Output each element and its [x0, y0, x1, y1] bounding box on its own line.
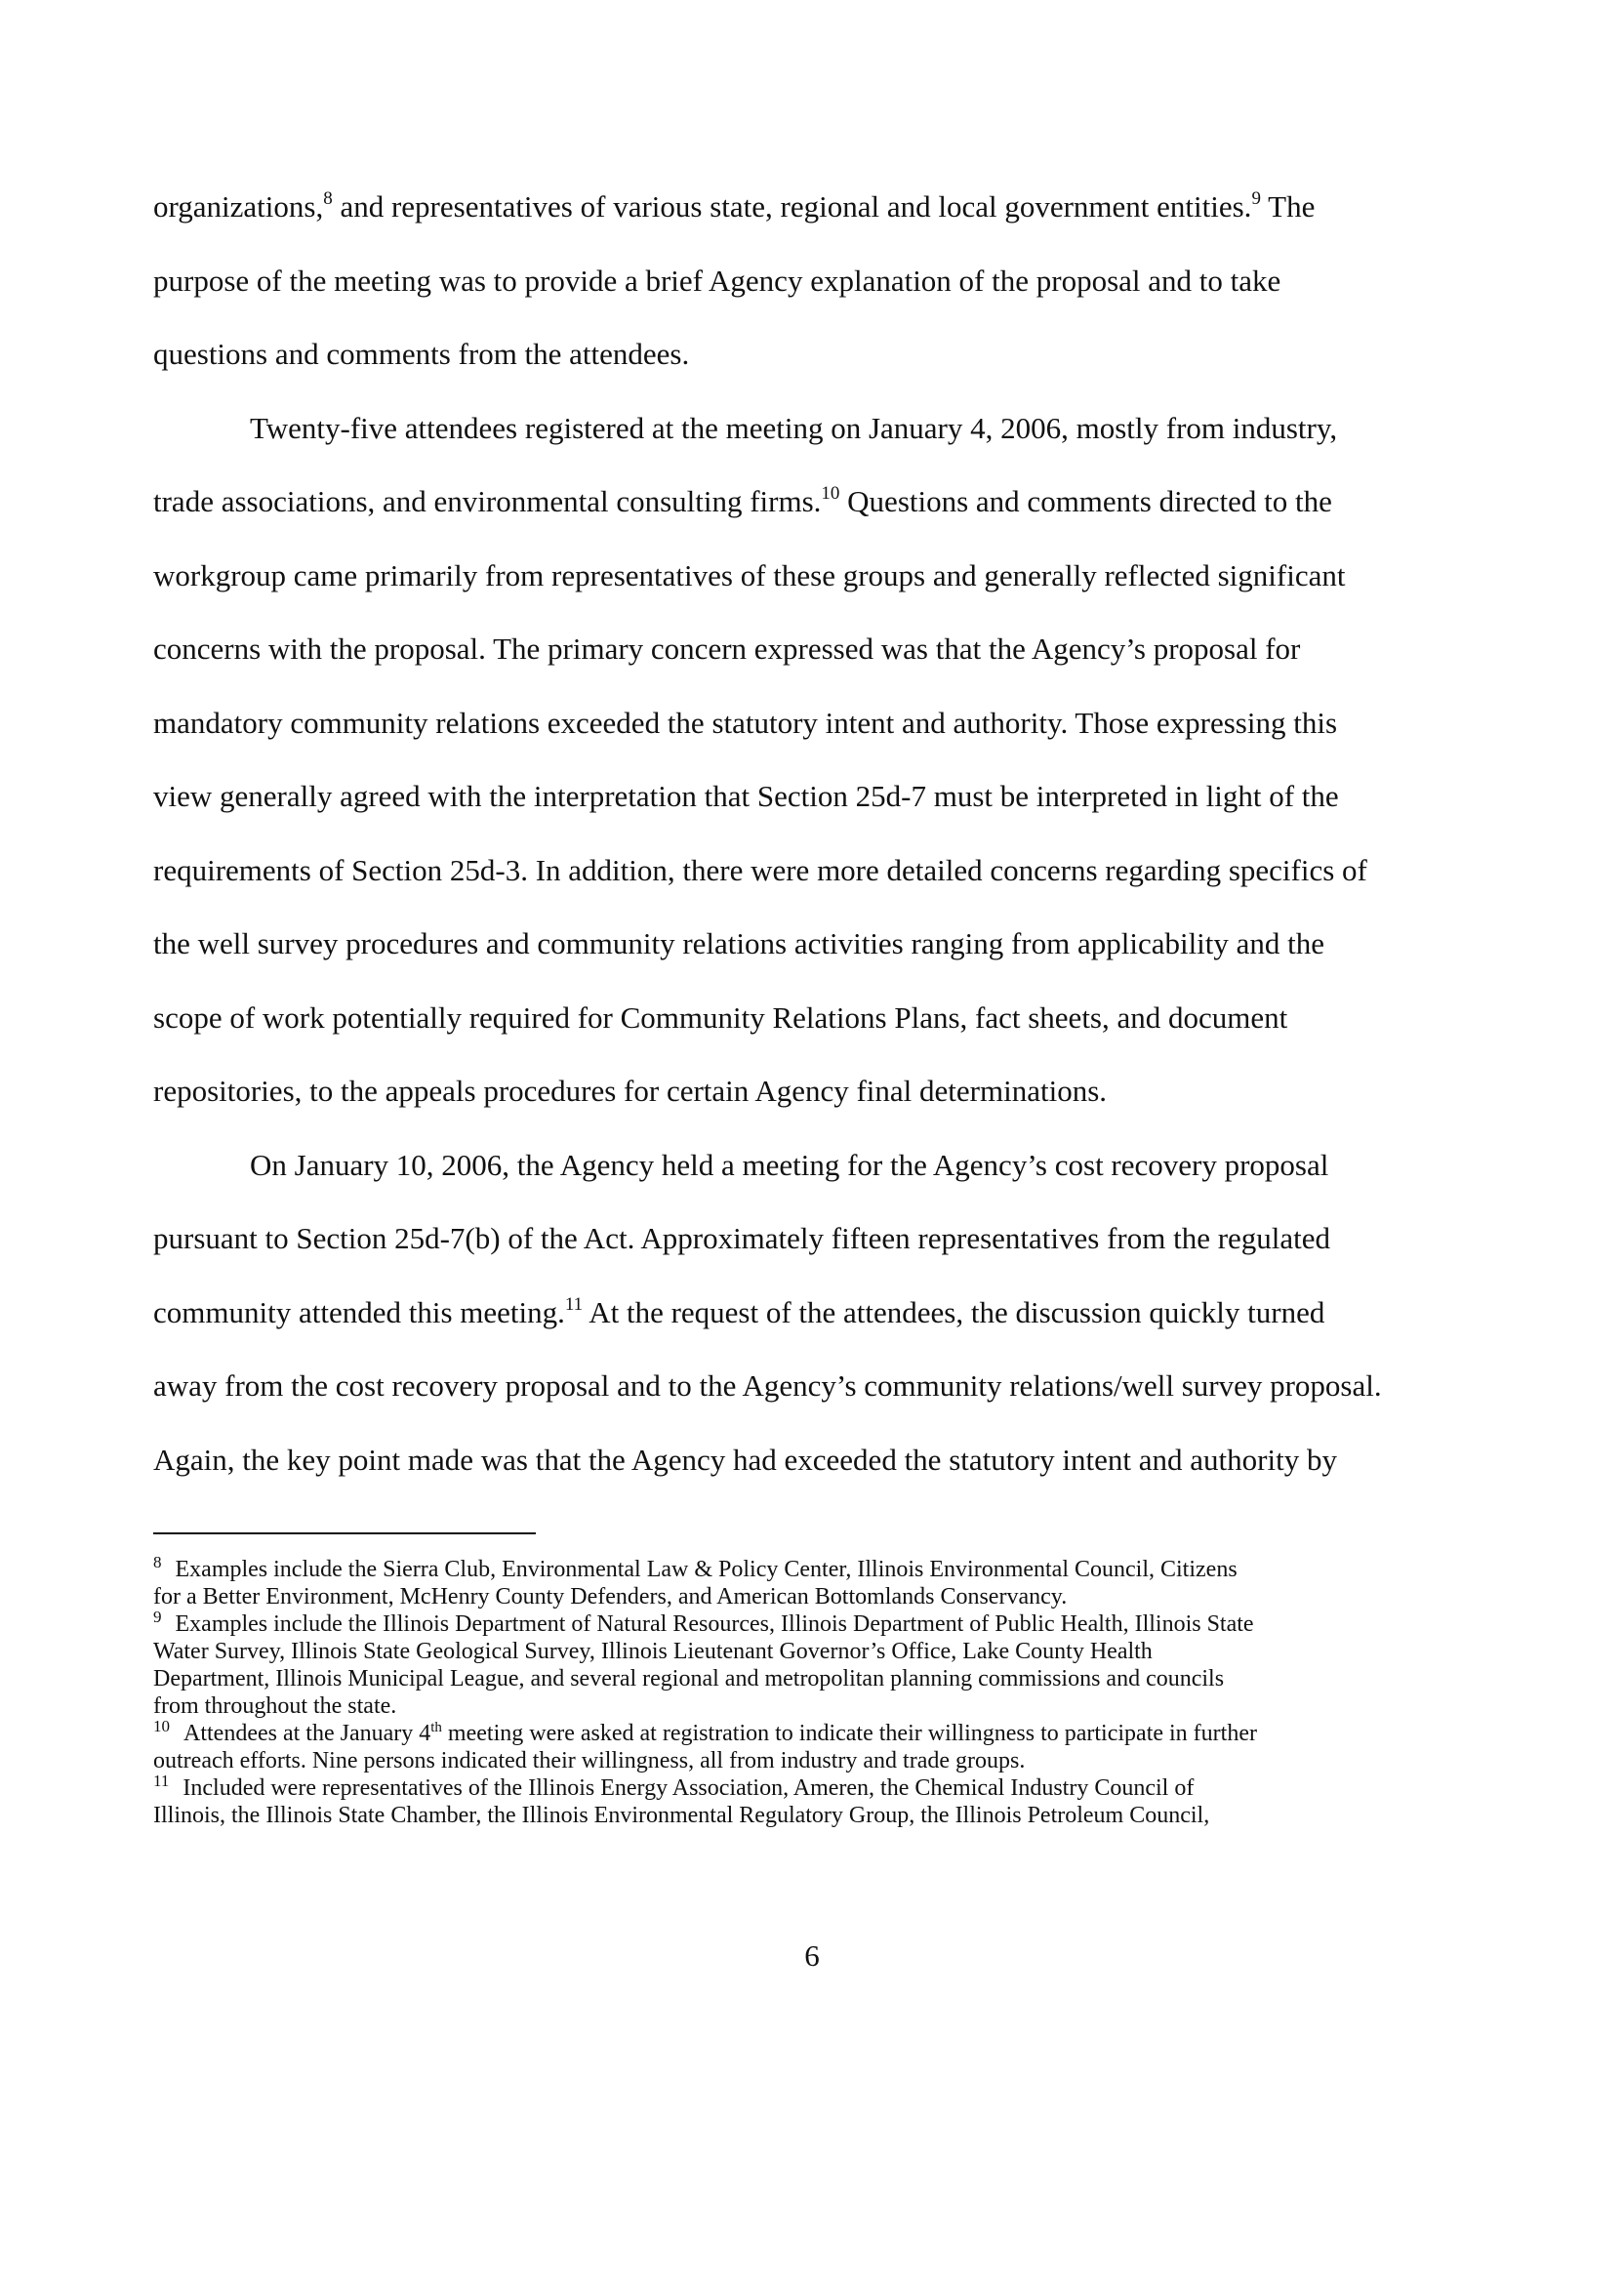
text-run: view generally agreed with the interpretation that Section 25d-7 must be interpreted in light of the — [153, 779, 1339, 813]
text-run: Twenty-five attendees registered at the meeting on January 4, 2006, mostly from industry, — [250, 410, 1338, 445]
ordinal-suffix: th — [430, 1720, 442, 1735]
text-line — [153, 686, 1422, 760]
footnote-text: Examples include the Illinois Department of Natural Resources, Illinois Department of Public Health, Illinois State — [175, 1611, 1254, 1637]
footnote — [153, 1774, 1441, 1829]
footnote-text: from throughout the state. — [153, 1693, 397, 1719]
text-run: concerns with the proposal. The primary concern expressed was that the Agency’s proposal for — [153, 632, 1301, 666]
page-number: 6 — [804, 1938, 820, 1973]
footnote-text: Examples include the Sierra Club, Environmental Law & Policy Center, Illinois Environmental Council, Citizens — [175, 1557, 1238, 1582]
paragraph — [153, 170, 1422, 391]
text-line — [153, 465, 1422, 539]
text-run: requirements of Section 25d-3. In addition, there were more detailed concerns regarding specifics of — [153, 852, 1367, 887]
text-line — [153, 391, 1422, 466]
footnote-line — [153, 1774, 1441, 1802]
text-run: trade associations, and environmental consulting firms. — [153, 484, 822, 518]
text-run: scope of work potentially required for Community Relations Plans, fact sheets, and document — [153, 999, 1288, 1035]
footnote-text: for a Better Environment, McHenry County Defenders, and American Bottomlands Conservancy. — [153, 1584, 1068, 1610]
footnote-line — [153, 1638, 1441, 1665]
text-run: The — [1260, 189, 1316, 224]
footnote-number: 8 — [153, 1553, 162, 1571]
footnote — [153, 1553, 1441, 1610]
footnote-reference[interactable]: 10 — [821, 483, 840, 504]
footnote-separator — [153, 1532, 536, 1534]
footnote-number: 11 — [153, 1772, 170, 1790]
footnotes — [153, 1553, 1441, 1829]
body-text — [153, 170, 1422, 1496]
text-run: away from the cost recovery proposal and to the Agency’s community relations/well survey proposal. — [153, 1368, 1382, 1403]
text-run: repositories, to the appeals procedures for certain Agency final determinations. — [153, 1074, 1108, 1108]
footnote-text: Attendees at the January 4th meeting were asked at registration to indicate their willingness to participate in further — [183, 1720, 1257, 1746]
text-run: Questions and comments directed to the — [839, 484, 1332, 518]
text-run: organizations, — [153, 189, 324, 224]
text-line — [153, 834, 1422, 908]
footnote-line — [153, 1747, 1441, 1774]
paragraph — [153, 1128, 1422, 1497]
text-run: On January 10, 2006, the Agency held a meeting for the Agency’s cost recovery proposal — [250, 1147, 1329, 1182]
text-line — [153, 1202, 1422, 1276]
text-run: At the request of the attendees, the discussion quickly turned — [583, 1294, 1325, 1329]
footnote-line — [153, 1717, 1441, 1747]
footnote — [153, 1610, 1441, 1720]
text-run: community attended this meeting. — [153, 1294, 565, 1329]
text-line — [153, 1349, 1422, 1423]
footnote — [153, 1717, 1441, 1774]
text-line — [153, 1276, 1422, 1350]
text-run: workgroup came primarily from representatives of these groups and generally reflected significant — [153, 557, 1346, 592]
footnote-reference[interactable]: 8 — [323, 188, 333, 209]
footnote-reference[interactable]: 9 — [1251, 188, 1261, 209]
text-run: Again, the key point made was that the Agency had exceeded the statutory intent and authority by — [153, 1442, 1337, 1477]
footnote-text: Illinois, the Illinois State Chamber, the Illinois Environmental Regulatory Group, the Illinois Petroleum Council, — [153, 1803, 1210, 1828]
text-run: questions and comments from the attendees. — [153, 337, 690, 371]
footnote-line — [153, 1553, 1441, 1583]
text-line — [153, 907, 1422, 981]
footnote-text: Water Survey, Illinois State Geological Survey, Illinois Lieutenant Governor’s Office, Lake County Health — [153, 1639, 1153, 1664]
text-line — [153, 612, 1422, 686]
text-line — [153, 317, 1422, 391]
text-run: pursuant to Section 25d-7(b) of the Act. Approximately fifteen representatives from the regulated — [153, 1221, 1331, 1255]
text-line — [153, 981, 1422, 1055]
footnote-line — [153, 1802, 1441, 1829]
text-run: the well survey procedures and community relations activities ranging from applicability and the — [153, 926, 1325, 960]
text-line — [153, 1128, 1422, 1202]
paragraph — [153, 391, 1422, 1128]
footnote-line — [153, 1583, 1441, 1610]
text-run: mandatory community relations exceeded the statutory intent and authority. Those expressing this — [153, 705, 1338, 740]
footnote-line — [153, 1692, 1441, 1720]
text-line — [153, 1054, 1422, 1128]
footnote-number: 10 — [153, 1717, 170, 1735]
footnote-number: 9 — [153, 1608, 162, 1626]
footnote-reference[interactable]: 11 — [564, 1293, 584, 1315]
footnote-text: Department, Illinois Municipal League, and several regional and metropolitan planning commissions and councils — [153, 1666, 1225, 1691]
text-line — [153, 1423, 1422, 1497]
text-line — [153, 244, 1422, 318]
footnote-line — [153, 1610, 1441, 1638]
text-run: purpose of the meeting was to provide a brief Agency explanation of the proposal and to take — [153, 263, 1281, 298]
text-line — [153, 170, 1422, 244]
footnote-line — [153, 1665, 1441, 1692]
text-line — [153, 759, 1422, 834]
footnote-text: outreach efforts. Nine persons indicated their willingness, all from industry and trade groups. — [153, 1748, 1026, 1773]
footnote-text: Included were representatives of the Illinois Energy Association, Ameren, the Chemical Industry Council of — [183, 1775, 1195, 1801]
text-run: and representatives of various state, regional and local government entities. — [332, 189, 1252, 224]
text-line — [153, 539, 1422, 613]
